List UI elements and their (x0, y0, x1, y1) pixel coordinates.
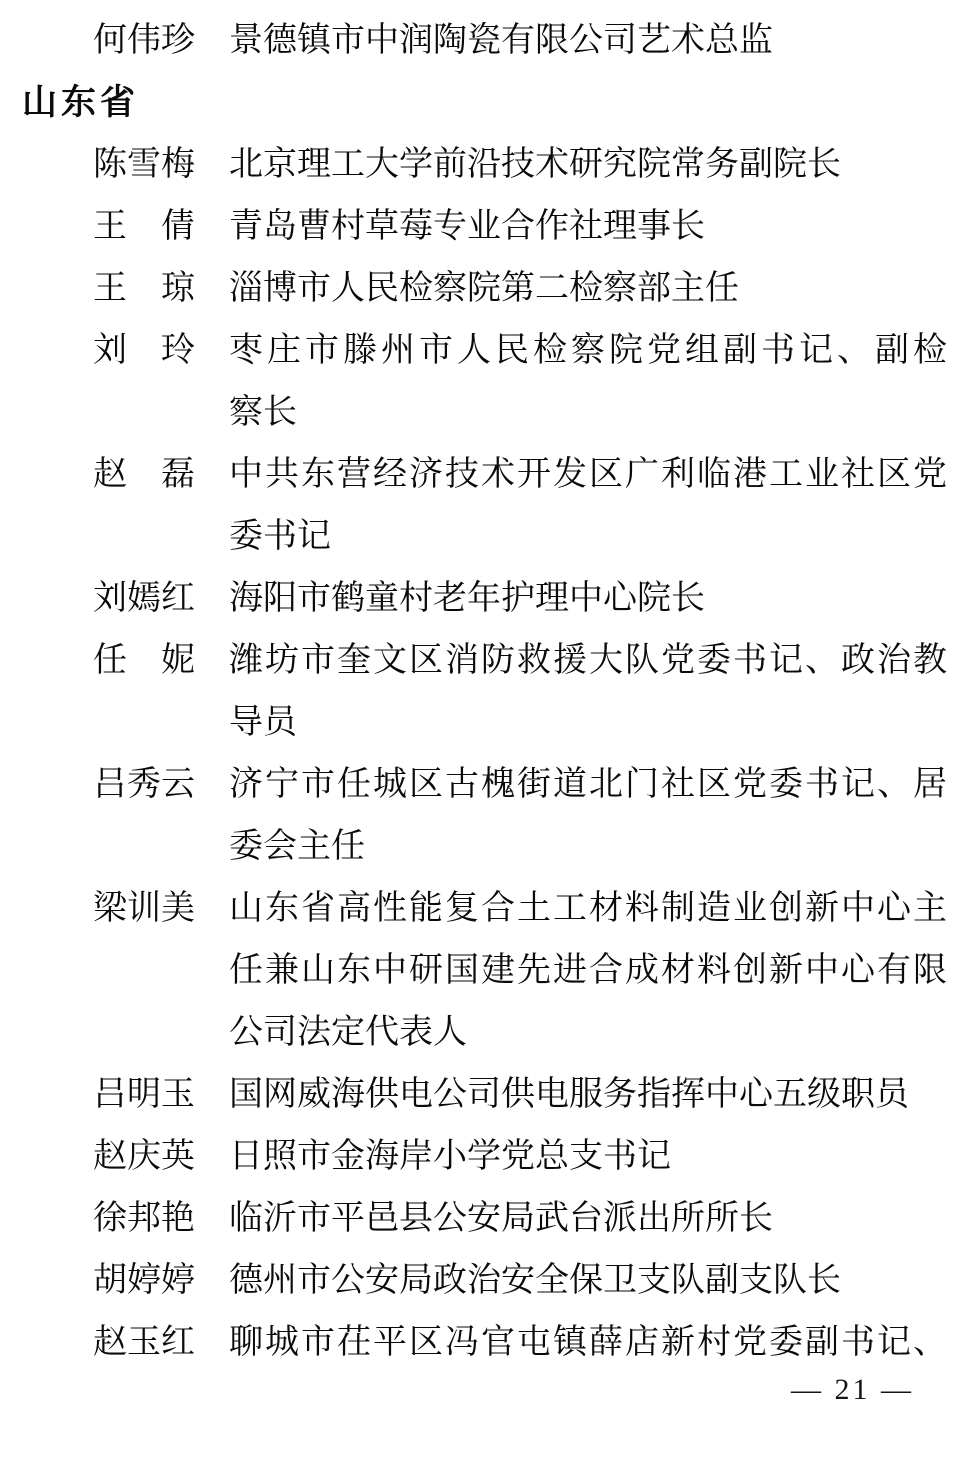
entry-name: 刘玲 (93, 332, 195, 369)
document-page (0, 10, 960, 1374)
entry-description (229, 754, 947, 878)
entry-row (0, 568, 960, 630)
entry-desc-line: 聊城市茌平区冯官屯镇薛店新村党委副书记、 (229, 1324, 947, 1361)
entry-desc-line: 青岛曹村草莓专业合作社理事长 (229, 208, 705, 245)
entry-row (0, 196, 960, 258)
entry-name: 吕秀云 (93, 766, 195, 803)
entry-description (229, 320, 947, 444)
entry-description (229, 1250, 947, 1312)
entry-name: 王倩 (93, 208, 195, 245)
entry-desc-line: 潍坊市奎文区消防救援大队党委书记、政治教 (229, 642, 947, 679)
entry-row (0, 1312, 960, 1374)
page-number: — 21 — (791, 1373, 914, 1406)
entry-description (229, 1312, 947, 1374)
entry-description (229, 134, 947, 196)
entry-desc-line: 国网威海供电公司供电服务指挥中心五级职员 (229, 1076, 909, 1113)
entry-row (0, 258, 960, 320)
entry-desc-line: 公司法定代表人 (229, 1014, 467, 1051)
entry-name: 王琼 (93, 270, 195, 307)
entry-desc-line: 导员 (229, 704, 297, 741)
entry-desc-line: 委书记 (229, 518, 331, 555)
entry-description (229, 1064, 947, 1126)
entry-name: 徐邦艳 (93, 1200, 195, 1237)
entry-description (229, 1188, 947, 1250)
entry-row (0, 878, 960, 1064)
entry-desc-line: 临沂市平邑县公安局武台派出所所长 (229, 1200, 773, 1237)
entry-row (0, 1064, 960, 1126)
entry-desc-line: 山东省高性能复合土工材料制造业创新中心主 (229, 890, 947, 927)
entry-name: 赵磊 (93, 456, 195, 493)
entry-name: 赵玉红 (93, 1324, 195, 1361)
entry-desc-line: 枣庄市滕州市人民检察院党组副书记、副检 (229, 332, 947, 369)
entry-row (0, 320, 960, 444)
entry-row (0, 630, 960, 754)
entry-row (0, 1250, 960, 1312)
entry-description (229, 444, 947, 568)
entry-desc-line: 德州市公安局政治安全保卫支队副支队长 (229, 1262, 841, 1299)
entry-name: 任妮 (93, 642, 195, 679)
entry-row (0, 1188, 960, 1250)
entry-row (0, 444, 960, 568)
entry-description (229, 878, 947, 1064)
entry-desc-line: 景德镇市中润陶瓷有限公司艺术总监 (229, 22, 773, 59)
entry-description (229, 630, 947, 754)
entry-row (0, 754, 960, 878)
entry-name: 吕明玉 (93, 1076, 195, 1113)
entry-desc-line: 济宁市任城区古槐街道北门社区党委书记、居 (229, 766, 947, 803)
entry-desc-line: 委会主任 (229, 828, 365, 865)
entry-description (229, 196, 947, 258)
entry-desc-line: 察长 (229, 394, 297, 431)
entry-row (0, 134, 960, 196)
entry-description (229, 568, 947, 630)
province-section-header: 山东省 (22, 83, 140, 122)
entry-description (229, 1126, 947, 1188)
entry-desc-line: 淄博市人民检察院第二检察部主任 (229, 270, 739, 307)
entry-name: 刘嫣红 (93, 580, 195, 617)
entry-desc-line: 北京理工大学前沿技术研究院常务副院长 (229, 146, 841, 183)
entry-desc-line: 任兼山东中研国建先进合成材料创新中心有限 (229, 952, 947, 989)
entry-row (0, 10, 960, 72)
entry-description (229, 258, 947, 320)
entry-desc-line: 海阳市鹤童村老年护理中心院长 (229, 580, 705, 617)
entry-desc-line: 日照市金海岸小学党总支书记 (229, 1138, 671, 1175)
entry-name: 胡婷婷 (93, 1262, 195, 1299)
entry-desc-line: 中共东营经济技术开发区广利临港工业社区党 (229, 456, 947, 493)
entry-row (0, 1126, 960, 1188)
entry-name: 陈雪梅 (93, 146, 195, 183)
entry-name: 梁训美 (93, 890, 195, 927)
entry-description (229, 10, 947, 72)
entry-name: 何伟珍 (93, 22, 195, 59)
entry-name: 赵庆英 (93, 1138, 195, 1175)
